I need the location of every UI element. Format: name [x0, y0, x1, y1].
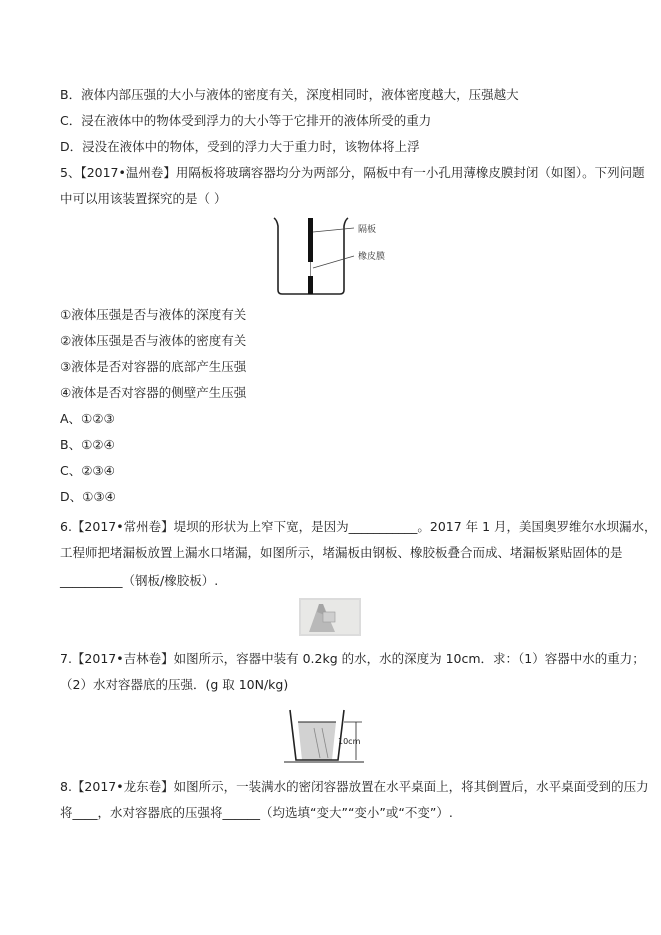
- q7-line1: 7.【2017•吉林卷】如图所示，容器中装有 0.2kg 的水，水的深度为 10cm．求：（1）容器中水的重力；: [60, 651, 645, 666]
- q6-line2: 工程师把堵漏板放置上漏水口堵漏，如图所示，堵漏板由钢板、橡胶板叠合而成、堵漏板紧贴固体的是: [60, 545, 623, 560]
- partition-lower: [308, 276, 313, 294]
- q5-option-c: C、②③④: [60, 463, 115, 478]
- q5-line1: 5、【2017•温州卷】用隔板将玻璃容器均分为两部分，隔板中有一小孔用薄橡皮膜封闭（如图）。下列问题: [60, 165, 645, 180]
- partition-upper: [308, 218, 313, 262]
- leak-plate-photo: [299, 598, 361, 636]
- partition-leader: [313, 228, 354, 232]
- membrane-leader: [313, 256, 354, 268]
- q5-option-a: A、①②③: [60, 411, 115, 426]
- water-container-figure: [284, 702, 366, 764]
- q5-item-4: ④液体是否对容器的侧壁产生压强: [60, 385, 247, 400]
- partition-label: 隔板: [358, 225, 377, 235]
- q7-line2: （2）水对容器底的压强．(g 取 10N/kg): [60, 677, 289, 692]
- option-d: D．浸没在液体中的物体，受到的浮力大于重力时，该物体将上浮: [60, 139, 420, 154]
- q5-option-d: D、①③④: [60, 489, 116, 504]
- q5-option-b: B、①②④: [60, 437, 115, 452]
- membrane-label: 橡皮膜: [358, 252, 386, 262]
- option-c: C．浸在液体中的物体受到浮力的大小等于它排开的液体所受的重力: [60, 113, 432, 128]
- q5-item-3: ③液体是否对容器的底部产生压强: [60, 359, 247, 374]
- q5-item-2: ②液体压强是否与液体的密度有关: [60, 333, 247, 348]
- q5-item-1: ①液体压强是否与液体的深度有关: [60, 307, 247, 322]
- q5-line2: 中可以用该装置探究的是（ ）: [60, 191, 227, 206]
- beaker-figure: [268, 214, 410, 298]
- depth-label: 10cm: [338, 737, 361, 746]
- q8-line1: 8.【2017•龙东卷】如图所示，一装满水的密闭容器放置在水平桌面上，将其倒置后，水平桌面受到的压力: [60, 779, 649, 794]
- q6-line1: 6.【2017•常州卷】堤坝的形状为上窄下宽，是因为___________。2017 年 1 月，美国奥罗维尔水坝漏水，: [60, 519, 657, 534]
- option-b: B．液体内部压强的大小与液体的密度有关，深度相同时，液体密度越大，压强越大: [60, 87, 519, 102]
- q6-line3: __________（钢板/橡胶板）.: [60, 573, 219, 588]
- q8-line2: 将____，水对容器底的压强将______（均选填“变大”“变小”或“不变”）.: [60, 805, 453, 820]
